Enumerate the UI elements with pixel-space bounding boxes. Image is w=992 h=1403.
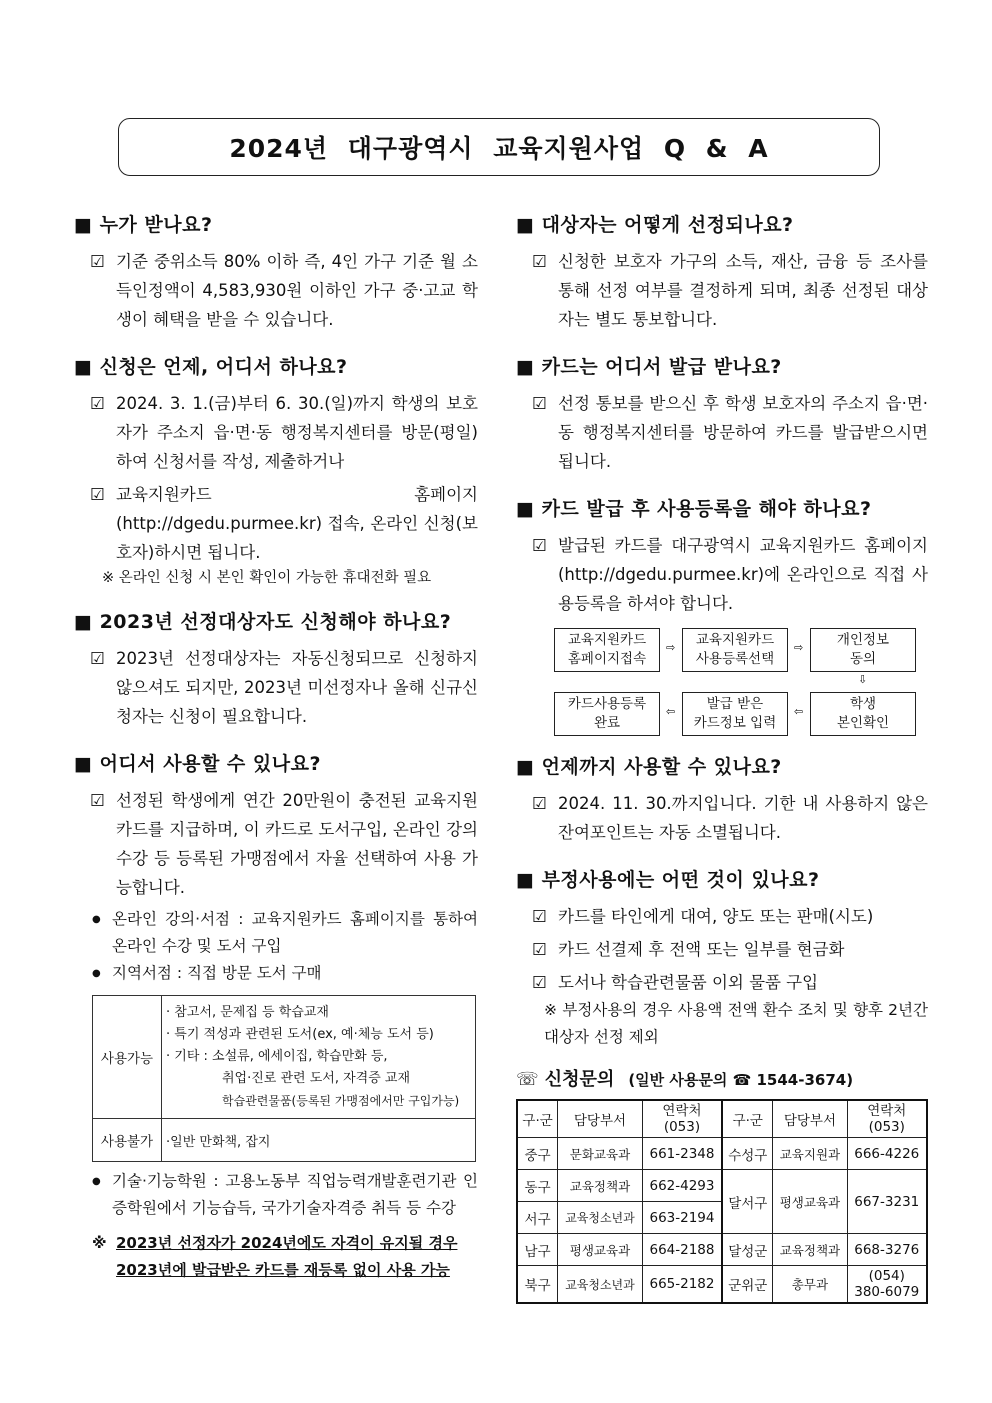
section-heading-registration: ■ 카드 발급 후 사용등록을 해야 하나요? [516, 498, 872, 520]
header-tel: 연락처 (053) [847, 1100, 927, 1138]
answer-text: 신청한 보호자 가구의 소득, 재산, 금융 등 조사를 통해 선정 여부를 결정하게 되며, 최종 선정된 대상자는 별도 통보합니다. [558, 252, 928, 329]
answer-text: 발급된 카드를 대구광역시 교육지원카드 홈페이지(http://dgedu.purmee.kr)에 온라인으로 직접 사용등록을 하셔야 합니다. [558, 536, 928, 613]
gu-cell: 동구 [517, 1170, 558, 1202]
answer-text: 기준 중위소득 80% 이하 즉, 4인 가구 기준 월 소득인정액이 4,583,930원 이하인 가구 중·고교 학생이 혜택을 받을 수 있습니다. [116, 252, 478, 329]
header-dept: 담당부서 [773, 1100, 847, 1138]
qa-item [532, 968, 928, 997]
flow-step-complete: 카드사용등록 완료 [554, 692, 660, 736]
gu-cell: 북구 [517, 1266, 558, 1304]
gu-cell: 달서구 [722, 1170, 773, 1234]
checkbox-icon: ☑ [90, 649, 105, 668]
flow-step-homepage: 교육지원카드 홈페이지접속 [554, 628, 660, 672]
answer-text: 선정된 학생에게 연간 20만원이 충전된 교육지원카드를 지급하며, 이 카드로 도서구입, 온라인 강의 수강 등 등록된 가맹점에서 자율 선택하여 사용 가능합니다. [116, 791, 478, 897]
arrow-left-icon: ⇦ [794, 705, 804, 718]
header-gu: 구·군 [722, 1100, 773, 1138]
qa-item [532, 389, 928, 476]
dept-cell: 문화교육과 [558, 1138, 643, 1170]
section-heading-who: ■ 누가 받나요? [74, 214, 213, 236]
page-title: 2024년 대구광역시 교육지원사업 Q & A [229, 134, 769, 163]
checkbox-icon: ☑ [532, 940, 547, 959]
section-heading-when: ■ 신청은 언제, 어디서 하나요? [74, 356, 348, 378]
checkbox-icon: ☑ [532, 394, 547, 413]
answer-text: 카드 선결제 후 전액 또는 일부를 현금화 [558, 940, 845, 959]
checkbox-icon: ☑ [532, 536, 547, 555]
usage-table [92, 995, 476, 1162]
answer-text: 2023년 선정대상자는 자동신청되므로 신청하지 않으셔도 되지만, 2023년 미선정자나 올해 신규신청자는 신청이 필요합니다. [116, 649, 478, 726]
answer-text: 2024. 3. 1.(금)부터 6. 30.(일)까지 학생의 보호자가 주소지 읍·면·동 행정복지센터를 방문(평일)하여 신청서를 작성, 제출하거나 [116, 394, 478, 471]
header-gu: 구·군 [517, 1100, 558, 1138]
answer-text: 2024. 11. 30.까지입니다. 기한 내 사용하지 않은 잔여포인트는 자동 소멸됩니다. [558, 794, 928, 842]
bullet-icon: ● [92, 914, 101, 925]
title-box [118, 118, 880, 176]
usage-allowed-item: 취업·진로 관련 도서, 자격증 교재 [222, 1071, 411, 1086]
section-heading-until: ■ 언제까지 사용할 수 있나요? [516, 756, 782, 778]
qa-item [532, 789, 928, 847]
section-heading-selection: ■ 대상자는 어떻게 선정되나요? [516, 214, 794, 236]
answer-text: 교육지원카드 홈페이지(http://dgedu.purmee.kr) 접속, 온라인 신청(보호자)하시면 됩니다. [116, 485, 478, 562]
usage-allowed-item: · 기타 : 소설류, 에세이집, 학습만화 등, [166, 1049, 388, 1064]
gu-cell: 중구 [517, 1138, 558, 1170]
contact-table [516, 1099, 928, 1304]
right-column [516, 210, 928, 1304]
gu-cell: 서구 [517, 1202, 558, 1234]
qa-item [532, 902, 928, 931]
qa-item [532, 935, 928, 964]
note-text: ※ 온라인 신청 시 본인 확인이 가능한 휴대전화 필요 [102, 570, 432, 586]
flow-step-select: 교육지원카드 사용등록선택 [682, 628, 788, 672]
flow-step-verify: 학생 본인확인 [810, 692, 916, 736]
contact-header [516, 1065, 928, 1091]
gu-cell: 수성구 [722, 1138, 773, 1170]
answer-text: 도서나 학습관련물품 이외 물품 구입 [558, 973, 819, 992]
usage-allowed-item: · 참고서, 문제집 등 학습교재 [166, 1005, 329, 1020]
misuse-note [544, 997, 928, 1051]
dept-cell: 교육청소년과 [558, 1266, 643, 1304]
checkbox-icon: ☑ [532, 907, 547, 926]
qa-item [90, 786, 478, 902]
bullet-item [92, 906, 478, 960]
tel-cell: 663-2194 [642, 1202, 722, 1234]
section-heading-card-issue: ■ 카드는 어디서 발급 받나요? [516, 356, 782, 378]
dept-cell: 교육정책과 [773, 1234, 847, 1266]
usage-allowed-item: 학습관련물품(등록된 가맹점에서만 구입가능) [222, 1094, 460, 1108]
bullet-item [92, 960, 478, 987]
dept-cell: 교육정책과 [558, 1170, 643, 1202]
tel-cell: 668-3276 [847, 1234, 927, 1266]
section-heading-misuse: ■ 부정사용에는 어떤 것이 있나요? [516, 869, 820, 891]
checkbox-icon: ☑ [532, 973, 547, 992]
registration-flow [516, 624, 928, 742]
checkbox-icon: ☑ [90, 394, 105, 413]
checkbox-icon: ☑ [90, 485, 105, 504]
bullet-text: 기술·기능학원 : 고용노동부 직업능력개발훈련기관 인증학원에서 기능습득, 국가기술자격증 취득 등 수강 [112, 1172, 478, 1217]
qa-item [90, 644, 478, 731]
qa-item [532, 531, 928, 618]
left-column [74, 210, 478, 1284]
arrow-right-icon: ⇨ [794, 641, 804, 654]
qa-item [532, 247, 928, 334]
arrow-right-icon: ⇨ [666, 641, 676, 654]
header-dept: 담당부서 [558, 1100, 643, 1138]
dept-cell: 교육지원과 [773, 1138, 847, 1170]
dept-cell: 평생교육과 [773, 1170, 847, 1234]
bullet-text: 온라인 강의·서점 : 교육지원카드 홈페이지를 통하여 온라인 수강 및 도서 구입 [112, 910, 478, 955]
usage-denied-item: ·일반 만화책, 잡지 [162, 1119, 476, 1162]
bullet-text: 지역서점 : 직접 방문 도서 구매 [112, 964, 322, 982]
qa-item [90, 480, 478, 567]
header-tel: 연락처 (053) [642, 1100, 722, 1138]
tel-cell: 661-2348 [642, 1138, 722, 1170]
answer-text: 선정 통보를 받으신 후 학생 보호자의 주소지 읍·면·동 행정복지센터를 방문하여 카드를 발급받으시면 됩니다. [558, 394, 928, 471]
qa-item [90, 247, 478, 334]
checkbox-icon: ☑ [90, 791, 105, 810]
tel-cell: 666-4226 [847, 1138, 927, 1170]
dept-cell: 교육청소년과 [558, 1202, 643, 1234]
gu-cell: 달성군 [722, 1234, 773, 1266]
answer-text: 카드를 타인에게 대여, 양도 또는 판매(시도) [558, 907, 874, 926]
tel-cell: 664-2188 [642, 1234, 722, 1266]
usage-allowed-item: · 특기 적성과 관련된 도서(ex, 예·체능 도서 등) [166, 1027, 434, 1042]
section-heading-where: ■ 어디서 사용할 수 있나요? [74, 753, 321, 775]
tel-cell: 662-4293 [642, 1170, 722, 1202]
note-text: ※ 부정사용의 경우 사용액 전액 환수 조치 및 향후 2년간 대상자 선정 제외 [544, 1001, 928, 1046]
flow-step-card-info: 발급 받은 카드정보 입력 [682, 692, 788, 736]
usage-allowed-list [162, 996, 476, 1119]
gu-cell: 남구 [517, 1234, 558, 1266]
usage-allowed-label: 사용가능 [93, 996, 162, 1119]
gu-cell: 군위군 [722, 1266, 773, 1304]
tel-cell: 665-2182 [642, 1266, 722, 1304]
contact-title: ☏ 신청문의 [516, 1069, 615, 1090]
bullet-item [92, 1168, 478, 1222]
checkbox-icon: ☑ [532, 252, 547, 271]
contact-subtitle: (일반 사용문의 ☎ 1544-3674) [628, 1071, 854, 1089]
bullet-icon: ● [92, 1176, 101, 1187]
arrow-down-icon: ⇩ [858, 673, 868, 686]
checkbox-icon: ☑ [90, 252, 105, 271]
usage-denied-label: 사용불가 [93, 1119, 162, 1162]
dept-cell: 총무과 [773, 1266, 847, 1304]
flow-step-consent: 개인정보 동의 [810, 628, 916, 672]
tel-cell: 667-3231 [847, 1170, 927, 1234]
dept-cell: 평생교육과 [558, 1234, 643, 1266]
tel-cell: (054) 380-6079 [847, 1266, 927, 1304]
notice-mark: ※ [92, 1234, 107, 1252]
bullet-icon: ● [92, 968, 101, 979]
notice [92, 1230, 478, 1284]
arrow-left-icon: ⇦ [666, 705, 676, 718]
checkbox-icon: ☑ [532, 794, 547, 813]
notice-line: 2023년 선정자가 2024년에도 자격이 유지될 경우 [116, 1234, 458, 1252]
notice-line: 2023년에 발급받은 카드를 재등록 없이 사용 가능 [116, 1261, 450, 1279]
qa-item [90, 389, 478, 476]
section-heading-2023: ■ 2023년 선정대상자도 신청해야 하나요? [74, 611, 452, 633]
